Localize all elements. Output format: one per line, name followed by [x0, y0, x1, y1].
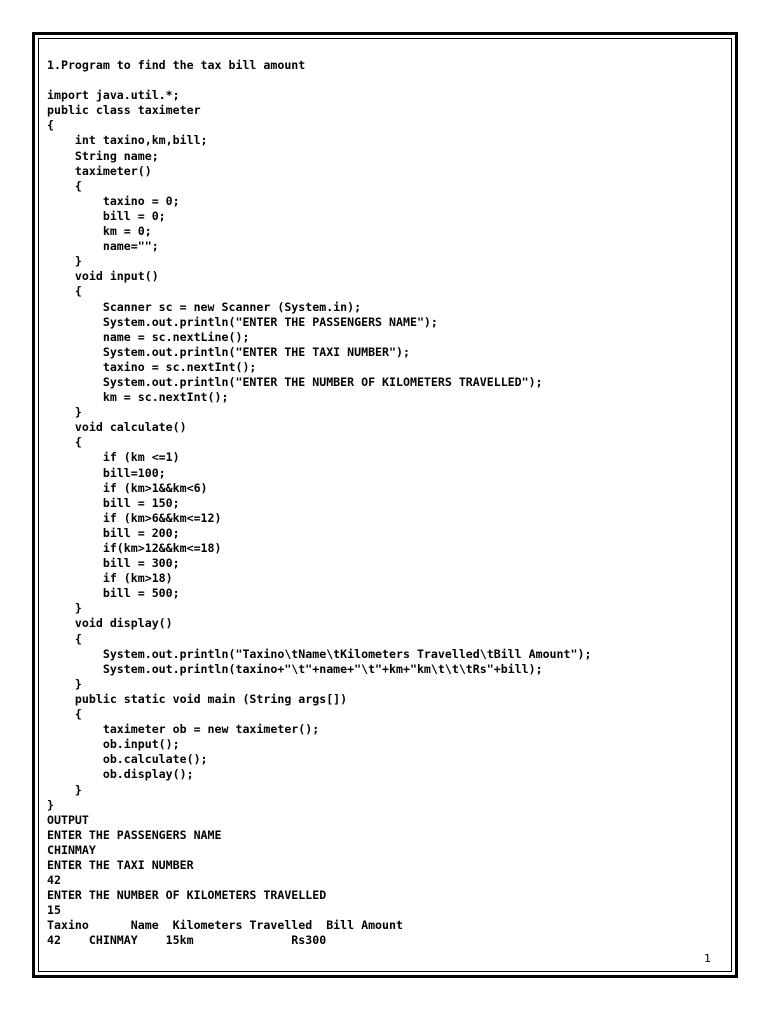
code-line: taxino = 0;: [47, 193, 180, 208]
code-line: ob.input();: [47, 737, 180, 752]
code-line: if (km>6&&km<=12): [47, 510, 222, 525]
code-line: System.out.println("ENTER THE TAXI NUMBER");: [47, 344, 410, 359]
output-line: Taxino Name Kilometers Travelled Bill Amount: [47, 918, 403, 933]
code-line: bill = 200;: [47, 525, 180, 540]
code-line: System.out.println("ENTER THE NUMBER OF KILOMETERS TRAVELLED");: [47, 374, 543, 389]
code-line: name="";: [47, 239, 159, 254]
code-line: void input(): [47, 269, 159, 284]
code-line: km = sc.nextInt();: [47, 390, 229, 405]
code-line: name = sc.nextLine();: [47, 329, 250, 344]
code-line: bill = 300;: [47, 556, 180, 571]
output-line: ENTER THE NUMBER OF KILOMETERS TRAVELLED: [47, 888, 327, 903]
code-line: public class taximeter: [47, 103, 201, 118]
code-line: {: [47, 435, 82, 450]
code-line: String name;: [47, 148, 159, 163]
code-line: {: [47, 631, 82, 646]
code-line: if (km <=1): [47, 450, 180, 465]
code-line: [47, 73, 727, 88]
code-line: km = 0;: [47, 224, 152, 239]
code-line: ob.calculate();: [47, 752, 208, 767]
code-line: System.out.println("ENTER THE PASSENGERS NAME");: [47, 314, 438, 329]
code-line: System.out.println("Taxino\tName\tKilometers Travelled\tBill Amount");: [47, 646, 592, 661]
code-line: taxino = sc.nextInt();: [47, 359, 257, 374]
code-line: {: [47, 118, 54, 133]
code-line: ob.display();: [47, 767, 194, 782]
output-line: 42: [47, 873, 61, 888]
code-line: bill = 0;: [47, 208, 166, 223]
output-line: ENTER THE PASSENGERS NAME: [47, 827, 222, 842]
code-line: public static void main (String args[]): [47, 691, 348, 706]
code-line: System.out.println(taxino+"\t"+name+"\t"+km+"km\t\t\tRs"+bill);: [47, 661, 543, 676]
code-line: }: [47, 405, 82, 420]
code-line: int taxino,km,bill;: [47, 133, 208, 148]
code-line: }: [47, 797, 54, 812]
code-line: {: [47, 707, 82, 722]
code-line: }: [47, 601, 82, 616]
output-line: 15: [47, 903, 61, 918]
code-line: taximeter(): [47, 163, 152, 178]
code-line: taximeter ob = new taximeter();: [47, 722, 320, 737]
code-line: }: [47, 676, 82, 691]
output-line: ENTER THE TAXI NUMBER: [47, 857, 194, 872]
code-line: Scanner sc = new Scanner (System.in);: [47, 299, 362, 314]
code-line: }: [47, 782, 82, 797]
code-line: if(km>12&&km<=18): [47, 541, 222, 555]
code-line: bill = 500;: [47, 586, 180, 601]
code-line: void calculate(): [47, 420, 187, 435]
code-line: {: [47, 178, 82, 193]
output-line: OUTPUT: [47, 812, 89, 827]
code-line: import java.util.*;: [47, 88, 180, 103]
code-line: {: [47, 284, 82, 299]
code-line: if (km>1&&km<6): [47, 480, 208, 495]
code-line: void display(): [47, 616, 173, 631]
output-block: [47, 813, 727, 949]
page-number: 1: [704, 952, 711, 965]
code-line: bill = 150;: [47, 495, 180, 510]
document-body: [47, 58, 727, 949]
output-line: 42 CHINMAY 15km Rs300: [47, 933, 327, 948]
code-line: bill=100;: [47, 465, 166, 480]
code-line: if (km>18): [47, 571, 173, 586]
code-block: [47, 73, 727, 813]
code-line: }: [47, 254, 82, 269]
output-line: CHINMAY: [47, 842, 96, 857]
document-title: 1.Program to find the tax bill amount: [47, 58, 306, 72]
